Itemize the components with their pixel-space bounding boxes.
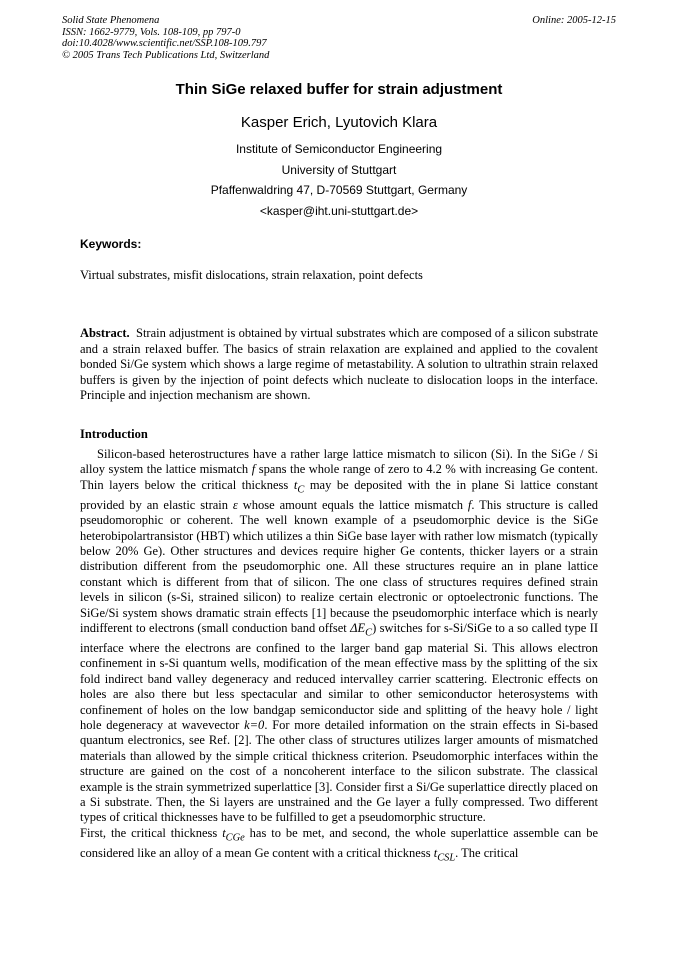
journal-header (62, 15, 269, 61)
university-name: University of Stuttgart (281, 162, 397, 177)
keywords-label: Keywords: (80, 237, 142, 251)
copyright-line: © 2005 Trans Tech Publications Ltd, Switzerland (62, 49, 270, 61)
affiliation-block (0, 139, 678, 221)
introduction-body (80, 447, 598, 866)
abstract-text: Strain adjustment is obtained by virtual substrates which are composed of a silicon substrate and a strain relaxed buffer. The basics of strain relaxation are explained and applied to the covalent bonded Si/Ge system which shows a large regime of metastability. A solution to ultrathin strain relaxed buffers is given by the injection of point defects which nucleate to dislocation loops in the interface. Principle and injection mechanism are shown. (80, 326, 599, 402)
journal-name: Solid State Phenomena (62, 15, 160, 26)
author-list: Kasper Erich, Lyutovich Klara (240, 114, 438, 131)
introduction-heading: Introduction (80, 427, 148, 441)
online-date: Online: 2005-12-15 (532, 15, 616, 26)
author-email[interactable]: <kasper@iht.uni-stuttgart.de> (259, 203, 419, 218)
intro-paragraph-1: Silicon-based heterostructures have a rather large lattice mismatch to silicon (Si). In the SiGe / Si alloy system the lattice mismatch f spans the whole range of zero to 4.2 % with increasing Ge content. Thin layers below the critical thickness $t_C$ may be deposited with the in plane Si lattice constant provided by an elastic strain ε whose amount equals the lattice mismatch f. This structure is called pseudomorophic or coherent. The well known example of a pseudomorphic device is the SiGe heterobipolartransistor (HBT) which utilizes a thin SiGe base layer with rather low mismatch (typically below 20% Ge). Other structures and devices require higher Ge contents, thicker layers or a strain distribution different from the pseudomorphic one. All these structures require an in plane lattice constant which is different from that of silicon. The one class of structures requires defined strain levels in silicon (s-Si, strained silicon) to realize certain electronic or optoelectronic functions. The SiGe/Si system shows dramatic strain effects [1] because the pseudomorphic interface which is nearly indifferent to electrons (small conduction band offset $\Delta E_C$) switches for s-Si/SiGe to a so called type II interface where the electrons are confined to the larger band gap material Si. This allows electron confinement in s-Si quantum wells, modification of the mean effective mass by the splitting of the six fold indirect band valley degeneracy and reduced intervalley carrier scattering. Electronic effects on holes are also there but less spectacular and similar to other semiconductor heterosystems with confinement of holes on the low bandgap semiconductor side and splitting of the heavy hole / light hole degeneracy at wavevector k=0. For more detailed information on the strain effects in Si-based quantum electronics, see Ref. [2]. The other class of structures utilizes larger amounts of mismatched materials than allowed by the simple critical thickness criterion. Pseudomorphic interfaces within the structure are gained on the cost of a noncoherent interface to the silicon substrate. The classical example is the strain symmetrized superlattice [3]. Consider first a Si/Ge superlattice directly placed on a Si substrate. Then, the Si layers are unstrained and the Ge layer a fully compressed. Two different types of critical thicknesses have to be fulfilled to get a pseudomorphic structure. (80, 447, 599, 825)
institute-name: Institute of Semiconductor Engineering (235, 142, 443, 156)
postal-address: Pfaffenwaldring 47, D-70569 Stuttgart, Germany (210, 183, 468, 197)
abstract-label: Abstract. (80, 326, 130, 340)
keywords-text: Virtual substrates, misfit dislocations, strain relaxation, point defects (80, 268, 423, 282)
abstract-paragraph (80, 326, 598, 404)
intro-paragraph-2: First, the critical thickness $t_{CGe}$ has to be met, and second, the whole superlattice assemble can be considered like an alloy of a mean Ge content with a critical thickness $t_{CSL}$. The critical (80, 825, 598, 864)
issn-line: ISSN: 1662-9779, Vols. 108-109, pp 797-0 (62, 26, 241, 38)
doi-line[interactable]: doi:10.4028/www.scientific.net/SSP.108-109.797 (62, 38, 267, 49)
paper-title: Thin SiGe relaxed buffer for strain adjustment (175, 81, 503, 98)
